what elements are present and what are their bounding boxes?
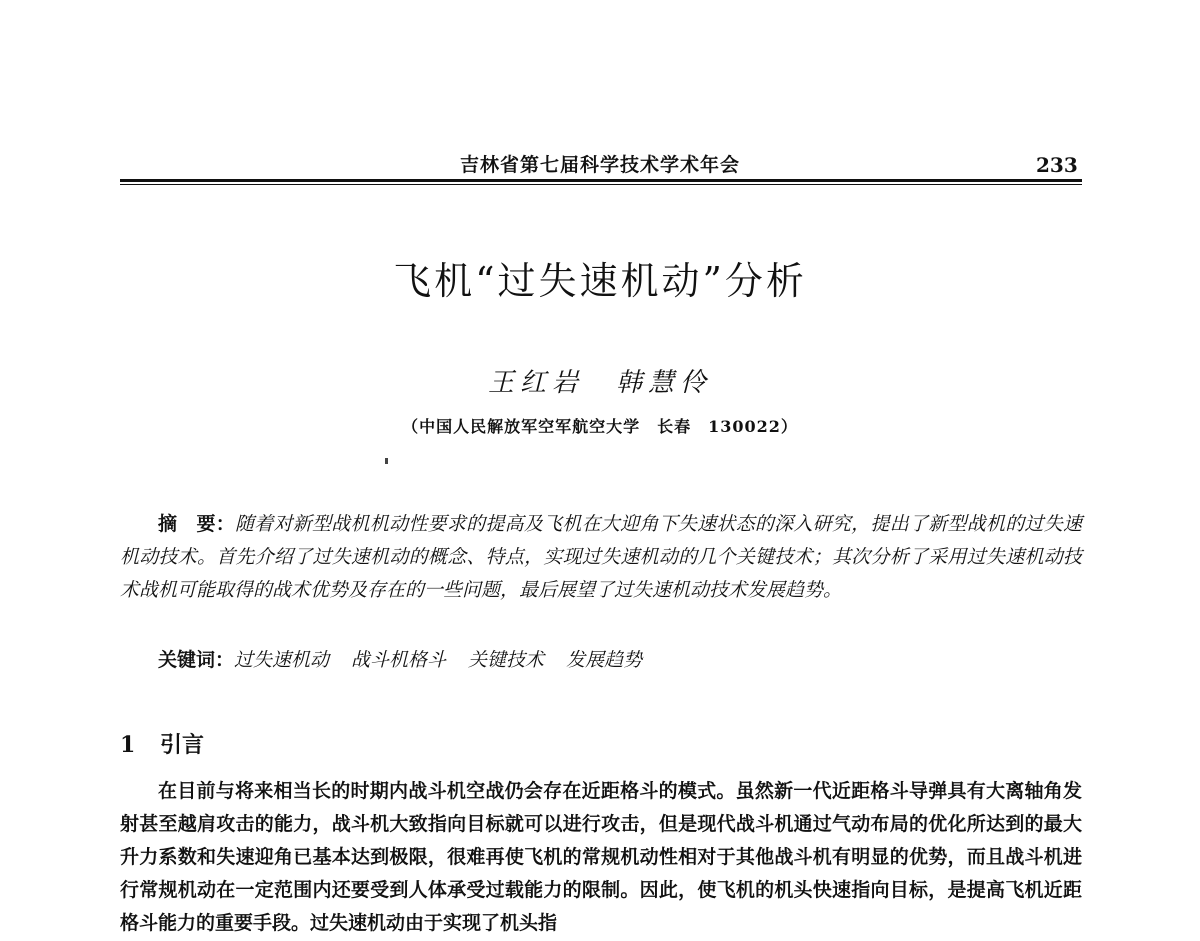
body-paragraph: 在目前与将来相当长的时期内战斗机空战仍会存在近距格斗的模式。虽然新一代近距格斗导弹具有大离轴角发射甚至越肩攻击的能力，战斗机大致指向目标就可以进行攻击，但是现代战斗机通过气动布局的优化所达到的最大升力系数和失速迎角已基本达到极限，很难再使飞机的常规机动性相对于其他战斗机有明显的优势，而且战斗机进行常规机动在一定范围内还要受到人体承受过载能力的限制。因此，使飞机的机头快速指向目标，是提高飞机近距格斗能力的重要手段。过失速机动由于实现了机头指	[120, 780, 1082, 934]
section-heading	[120, 728, 204, 759]
abstract	[120, 508, 1082, 607]
keyword-item: 关键技术	[468, 649, 545, 671]
keyword-item: 发展趋势	[566, 649, 643, 671]
page-number: 233	[1036, 153, 1078, 177]
paper-affiliation: （中国人民解放军空军航空大学 长春 130022）	[402, 417, 798, 436]
section-number: 1	[120, 732, 136, 758]
scan-speck	[385, 458, 388, 464]
paper-title: 飞机“过失速机动”分析	[393, 259, 807, 303]
abstract-text: 随着对新型战机机动性要求的提高及飞机在大迎角下失速状态的深入研究，提出了新型战机的过失速机动技术。首先介绍了过失速机动的概念、特点，实现过失速机动的几个关键技术；其次分析了采用过失速机动技术战机可能取得的战术优势及存在的一些问题，最后展望了过失速机动技术发展趋势。	[120, 513, 1082, 601]
running-header-journal: 吉林省第七届科学技术学术年会	[459, 154, 740, 176]
keywords	[120, 645, 1082, 675]
header-rule-thin	[120, 184, 1082, 185]
section-title: 引言	[160, 732, 205, 758]
keyword-item: 过失速机动	[234, 649, 330, 671]
keywords-label: 关键词：	[158, 649, 235, 671]
header-rule-thick	[120, 179, 1082, 182]
abstract-label: 摘 要：	[158, 513, 236, 535]
keyword-item: 战斗机格斗	[351, 649, 447, 671]
paper-authors: 王红岩 韩慧伶	[487, 368, 712, 398]
